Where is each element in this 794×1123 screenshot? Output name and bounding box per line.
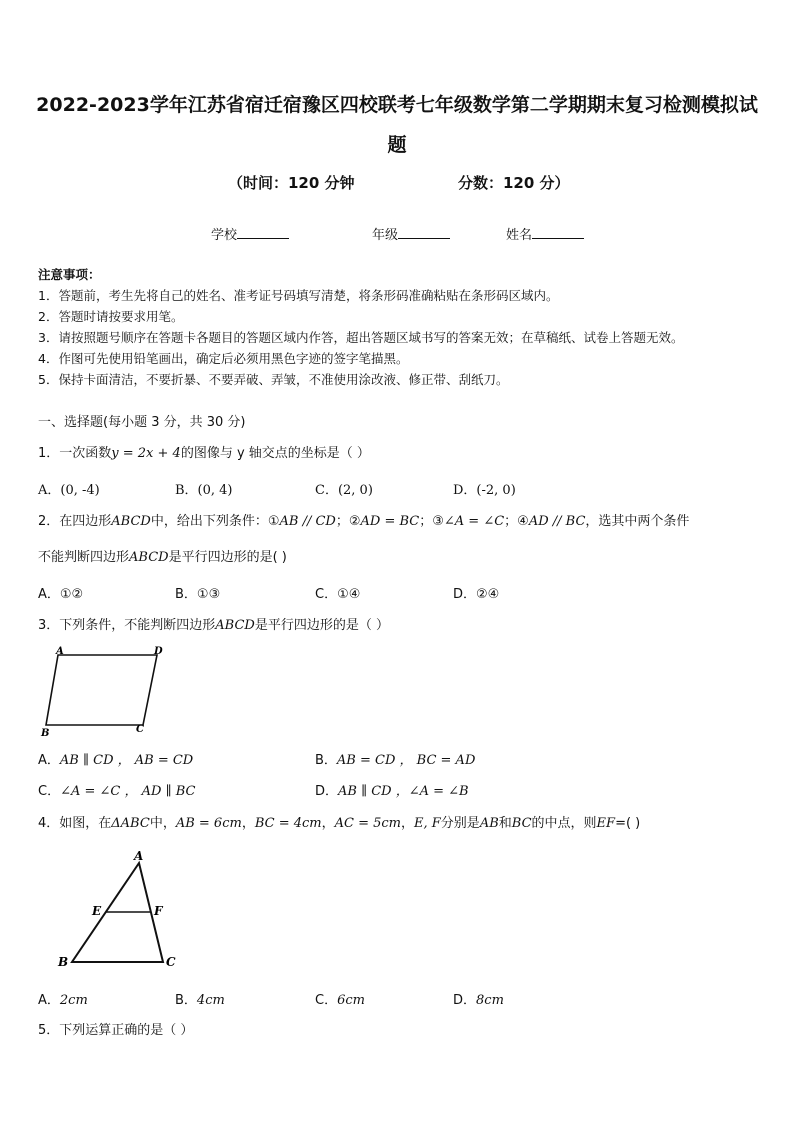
q2-math: ∠A = ∠C: [443, 514, 505, 529]
q1-option-b: B．(0, 4): [175, 483, 233, 498]
question-4: [38, 812, 640, 831]
q2-math: ABCD: [111, 514, 151, 529]
q3-option-a: [38, 749, 193, 768]
note-item: 3．请按照题号顺序在答题卡各题目的答题区域内作答，超出答题区域书写的答案无效；在草稿纸、试卷上答题无效。: [38, 330, 684, 345]
q3-option-c: [38, 780, 195, 799]
q4-math: AC = 5cm: [334, 816, 401, 831]
section-heading: 一、选择题(每小题 3 分，共 30 分): [38, 415, 246, 430]
score-label: 分数：120 分）: [458, 174, 570, 192]
q4-option-d: [453, 989, 504, 1008]
grade-blank: [398, 226, 450, 239]
time-label: （时间：120 分钟: [228, 174, 355, 192]
q2-option-c: C．①④: [315, 587, 361, 602]
option-prefix: C．: [315, 993, 338, 1008]
option-prefix: C．: [38, 784, 61, 799]
q2-text: ；④: [504, 514, 529, 529]
q1-option-a: A．(0, -4): [38, 483, 100, 498]
parallelogram-shape: [46, 655, 157, 725]
option-prefix: B．: [315, 753, 337, 768]
document-title-line-1: 2022-2023学年江苏省宿迁宿豫区四校联考七年级数学第二学期期末复习检测模拟试: [36, 94, 758, 116]
q4-text: ，: [321, 816, 335, 831]
option-math: 8cm: [476, 993, 504, 1008]
name-field: [506, 224, 584, 243]
q2-text: 是平行四边形的是( ): [168, 550, 287, 565]
q1-option-d: D．(-2, 0): [453, 483, 516, 498]
note-item: 2．答题时请按要求用笔。: [38, 309, 184, 324]
parallelogram-figure: [36, 644, 168, 736]
q4-text: =( ): [615, 816, 641, 831]
vertex-label-b: B: [41, 728, 50, 736]
q2-text: ；③: [419, 514, 444, 529]
q4-option-a: [38, 989, 88, 1008]
vertex-label-a: A: [56, 646, 64, 657]
q4-math: ΔABC: [111, 816, 150, 831]
q1-text-tail: 的图像与 y 轴交点的坐标是（ ）: [180, 446, 370, 461]
option-prefix: A．: [38, 993, 60, 1008]
school-label: 学校: [211, 228, 238, 243]
question-2: [38, 510, 689, 529]
option-prefix: D．: [453, 993, 477, 1008]
q4-text: 分别是: [440, 816, 480, 831]
point-label-e: E: [92, 904, 102, 918]
option-prefix: A．: [38, 753, 60, 768]
option-prefix: D．: [315, 784, 339, 799]
school-blank: [237, 226, 289, 239]
q4-text: 中，: [149, 816, 176, 831]
q2-text: 不能判断四边形: [38, 550, 130, 565]
grade-field: [372, 224, 450, 243]
question-5: 5．下列运算正确的是（ ）: [38, 1023, 194, 1038]
q4-text: 和: [498, 816, 512, 831]
point-label-f: F: [154, 904, 163, 918]
q4-math: BC = 4cm: [254, 816, 322, 831]
option-math: 4cm: [196, 993, 225, 1008]
q2-math: AB // CD: [279, 514, 336, 529]
q2-option-d: D．②④: [453, 587, 500, 602]
option-math: ∠A = ∠C ， AD ∥ BC: [60, 784, 196, 799]
option-prefix: B．: [175, 993, 197, 1008]
grade-label: 年级: [372, 228, 399, 243]
q4-text: ，: [401, 816, 415, 831]
vertex-label-b: B: [58, 955, 69, 969]
question-2-line-2: [38, 546, 287, 565]
note-item: 4．作图可先使用铅笔画出，确定后必须用黑色字迹的签字笔描黑。: [38, 351, 409, 366]
school-field: [211, 224, 289, 243]
q1-text: 1．一次函数: [38, 446, 112, 461]
q2-math: AD = BC: [360, 514, 420, 529]
q2-option-b: B．①③: [175, 587, 221, 602]
q4-option-b: [175, 989, 225, 1008]
q4-math: AB: [479, 816, 499, 831]
q4-math: AB = 6cm: [175, 816, 242, 831]
q2-option-a: A．①②: [38, 587, 84, 602]
q3-math: ABCD: [215, 618, 255, 633]
question-1: [38, 442, 370, 461]
q3-text: 3．下列条件，不能判断四边形: [38, 618, 216, 633]
q1-formula: y = 2x + 4: [111, 446, 181, 461]
q2-math: ABCD: [129, 550, 169, 565]
q3-option-b: [315, 749, 475, 768]
triangle-figure: [52, 848, 187, 973]
q2-math: AD // BC: [528, 514, 586, 529]
q1-option-c: C．(2, 0): [315, 483, 373, 498]
note-item: 1．答题前，考生先将自己的姓名、准考证号码填写清楚，将条形码准确粘贴在条形码区域内。: [38, 288, 559, 303]
q4-text: ，: [241, 816, 255, 831]
vertex-label-d: D: [154, 646, 163, 657]
option-math: AB ∥ CD ，∠A = ∠B: [338, 784, 469, 799]
q3-option-d: [315, 780, 469, 799]
q4-option-c: [315, 989, 365, 1008]
question-3: [38, 614, 389, 633]
vertex-label-a: A: [134, 849, 144, 863]
q2-text: ，选其中两个条件: [585, 514, 690, 529]
q3-text: 是平行四边形的是（ ）: [254, 618, 389, 633]
q4-math: EF: [596, 816, 616, 831]
vertex-label-c: C: [136, 724, 144, 735]
note-item: 5．保持卡面清洁，不要折暴、不要弄破、弄皱，不准使用涂改液、修正带、刮纸刀。: [38, 372, 509, 387]
q4-math: E, F: [414, 816, 441, 831]
q2-text: 2．在四边形: [38, 514, 112, 529]
q4-text: 的中点，则: [531, 816, 597, 831]
option-math: 2cm: [59, 993, 88, 1008]
notes-heading: 注意事项：: [38, 267, 101, 282]
document-title-line-2: 题: [387, 134, 407, 156]
option-math: 6cm: [337, 993, 365, 1008]
name-blank: [532, 226, 584, 239]
q2-text: 中，给出下列条件：①: [150, 514, 280, 529]
name-label: 姓名: [506, 228, 533, 243]
q4-math: BC: [511, 816, 532, 831]
option-math: AB = CD ， BC = AD: [336, 753, 476, 768]
q2-text: ；②: [335, 514, 361, 529]
vertex-label-c: C: [166, 955, 176, 969]
option-math: AB ∥ CD ， AB = CD: [59, 753, 194, 768]
q4-text: 4．如图，在: [38, 816, 112, 831]
